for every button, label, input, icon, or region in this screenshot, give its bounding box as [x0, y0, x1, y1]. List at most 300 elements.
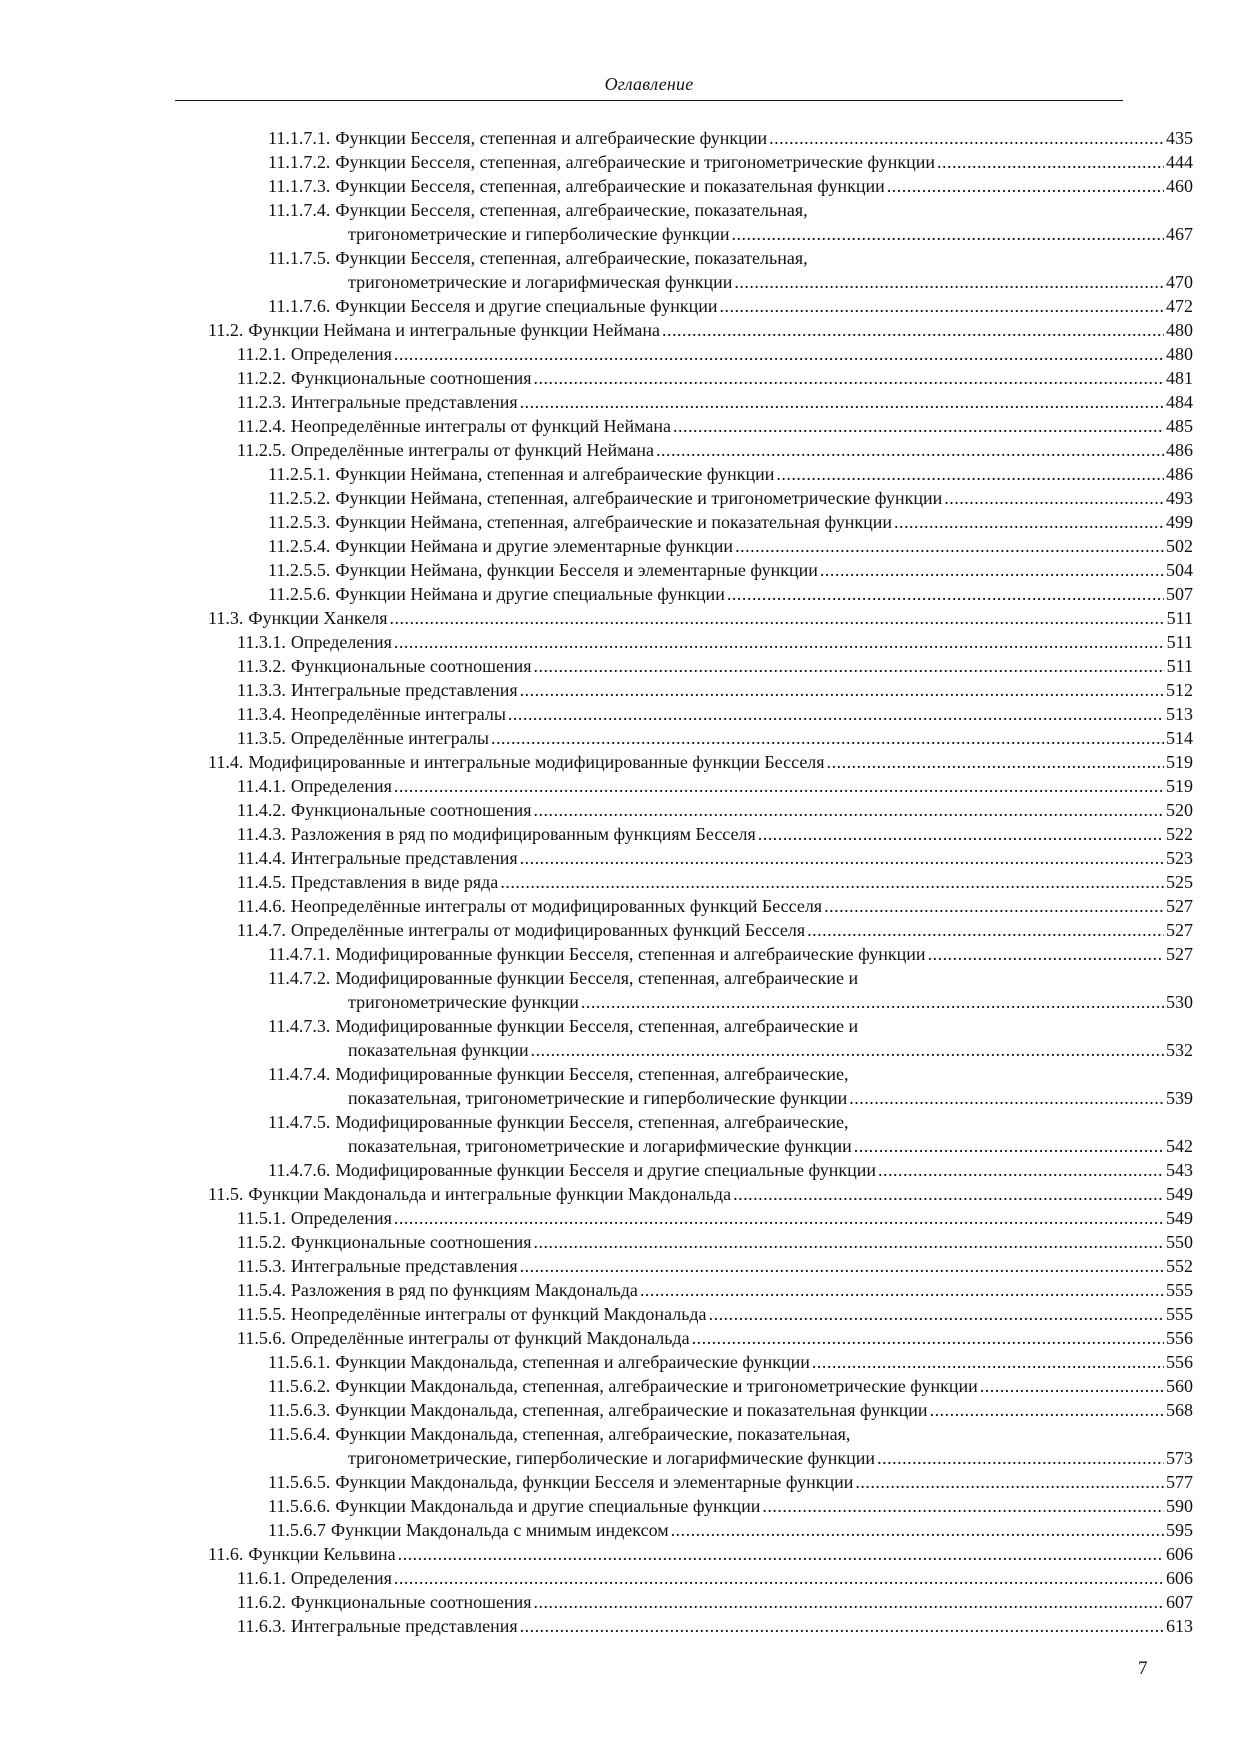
toc-entry-title: Функции Бесселя, степенная, алгебраические, показательная, — [335, 248, 808, 268]
toc-entry[interactable] — [208, 1542, 1193, 1566]
toc-entry-title: Интегральные представления — [290, 392, 518, 412]
toc-entry-line — [268, 1494, 1193, 1518]
toc-entry[interactable] — [268, 150, 1193, 174]
toc-entry[interactable] — [268, 198, 1193, 246]
toc-entry-line — [268, 510, 1193, 534]
toc-entry-number: 11.5.6. — [237, 1328, 286, 1348]
toc-entry-number: 11.4. — [208, 752, 244, 772]
toc-entry-page: 607 — [1166, 1592, 1193, 1612]
toc-entry-number: 11.4.5. — [237, 872, 286, 892]
toc-entry[interactable] — [237, 678, 1193, 702]
toc-entry-title: Функции Ханкеля — [248, 608, 388, 628]
toc-entry-line — [268, 1062, 1193, 1086]
toc-entry-number: 11.3.2. — [237, 656, 286, 676]
toc-entry-title: Функции Неймана, функции Бесселя и элементарные функции — [335, 560, 818, 580]
dot-leader — [930, 1398, 1164, 1422]
dot-leader — [980, 1374, 1164, 1398]
toc-entry-title: Функции Макдональда с мнимым индексом — [330, 1520, 669, 1540]
toc-entry-number: 11.4.1. — [237, 776, 286, 796]
toc-entry-title: Функции Неймана, степенная и алгебраические функции — [335, 464, 775, 484]
toc-entry-page: 472 — [1166, 296, 1193, 316]
toc-entry-title: Функции Неймана и другие специальные функции — [335, 584, 725, 604]
toc-entry-page: 527 — [1166, 920, 1193, 940]
toc-entry-number: 11.5.6.6. — [268, 1496, 331, 1516]
toc-entry-title: Функциональные соотношения — [290, 1592, 532, 1612]
toc-entry-line — [268, 486, 1193, 510]
dot-leader — [491, 726, 1164, 750]
dot-leader — [735, 534, 1164, 558]
toc-entry-continuation — [348, 1446, 1193, 1470]
toc-entry-line — [268, 1350, 1193, 1374]
toc-entry[interactable] — [268, 1014, 1193, 1062]
toc-entry-line — [268, 198, 1193, 222]
toc-entry-title: Определённые интегралы — [290, 728, 489, 748]
toc-entry-number: 11.4.7.4. — [268, 1064, 331, 1084]
toc-entry-line — [268, 1110, 1193, 1134]
toc-entry-continuation — [348, 1038, 1193, 1062]
toc-entry[interactable] — [208, 750, 1193, 774]
toc-entry-line — [268, 582, 1193, 606]
toc-entry[interactable] — [268, 174, 1193, 198]
toc-entry-line — [208, 1182, 1193, 1206]
dot-leader — [531, 1038, 1164, 1062]
toc-entry-page: 590 — [1166, 1496, 1193, 1516]
toc-entry-title: Модифицированные функции Бесселя, степенная, алгебраические и — [335, 968, 859, 988]
toc-entry[interactable] — [237, 1590, 1193, 1614]
toc-entry-line — [237, 702, 1193, 726]
toc-entry-title: Определения — [290, 776, 392, 796]
toc-entry[interactable] — [237, 414, 1193, 438]
toc-entry-line — [237, 774, 1193, 798]
toc-entry-title: Модифицированные функции Бесселя, степенная и алгебраические функции — [335, 944, 926, 964]
toc-entry-page: 484 — [1166, 392, 1193, 412]
toc-entry[interactable] — [237, 1566, 1193, 1590]
toc-entry-line — [268, 558, 1193, 582]
toc-entry-title-continued: тригонометрические функции — [348, 992, 579, 1012]
dot-leader — [937, 150, 1164, 174]
toc-entry-number: 11.4.7.5. — [268, 1112, 331, 1132]
dot-leader — [709, 1302, 1164, 1326]
toc-entry-line — [268, 246, 1193, 270]
toc-entry-page: 444 — [1166, 152, 1193, 172]
toc-entry-page: 549 — [1166, 1184, 1193, 1204]
toc-entry[interactable] — [237, 654, 1193, 678]
toc-entry[interactable] — [268, 486, 1193, 510]
toc-entry-number: 11.5. — [208, 1184, 244, 1204]
toc-entry-title: Разложения в ряд по модифицированным функциям Бесселя — [290, 824, 756, 844]
toc-entry[interactable] — [208, 606, 1193, 630]
toc-entry-line — [268, 462, 1193, 486]
toc-entry-title: Модифицированные функции Бесселя, степенная, алгебраические, — [335, 1064, 849, 1084]
toc-entry-number: 11.4.7.6. — [268, 1160, 331, 1180]
toc-entry-line — [237, 390, 1193, 414]
dot-leader — [887, 174, 1164, 198]
toc-entry[interactable] — [268, 966, 1193, 1014]
toc-entry-title: Определения — [290, 344, 392, 364]
toc-entry-page: 560 — [1166, 1376, 1193, 1396]
toc-entry[interactable] — [237, 342, 1193, 366]
dot-leader — [398, 1542, 1164, 1566]
toc-entry[interactable] — [268, 1350, 1193, 1374]
toc-entry-page: 555 — [1166, 1304, 1193, 1324]
toc-entry-title-continued: показательная функции — [348, 1040, 529, 1060]
toc-entry-title: Неопределённые интегралы от функций Макдональда — [290, 1304, 707, 1324]
toc-entry[interactable] — [268, 1470, 1193, 1494]
dot-leader — [776, 462, 1164, 486]
dot-leader — [758, 822, 1164, 846]
toc-entry[interactable] — [237, 1254, 1193, 1278]
toc-entry-page: 513 — [1166, 704, 1193, 724]
toc-entry-line — [237, 678, 1193, 702]
toc-entry-page: 511 — [1166, 632, 1193, 652]
toc-entry[interactable] — [268, 510, 1193, 534]
dot-leader — [720, 294, 1164, 318]
toc-entry-number: 11.5.1. — [237, 1208, 286, 1228]
toc-entry-number: 11.1.7.4. — [268, 200, 331, 220]
dot-leader — [520, 1614, 1164, 1638]
dot-leader — [812, 1350, 1164, 1374]
dot-leader — [824, 894, 1164, 918]
toc-entry-line — [268, 1374, 1193, 1398]
dot-leader — [656, 438, 1164, 462]
toc-entry-title-continued: тригонометрические и гиперболические функции — [348, 224, 730, 244]
page-number: 7 — [1138, 1658, 1148, 1679]
toc-entry[interactable] — [237, 870, 1193, 894]
dot-leader — [854, 1134, 1164, 1158]
toc-entry-line — [237, 870, 1193, 894]
toc-entry[interactable] — [237, 1326, 1193, 1350]
toc-entry-title: Функции Бесселя, степенная, алгебраические, показательная, — [335, 200, 808, 220]
toc-entry-line — [237, 894, 1193, 918]
toc-entry-page: 493 — [1166, 488, 1193, 508]
toc-entry[interactable] — [208, 318, 1193, 342]
dot-leader — [894, 510, 1164, 534]
toc-entry[interactable] — [237, 846, 1193, 870]
toc-entry[interactable] — [268, 582, 1193, 606]
toc-entry-line — [237, 726, 1193, 750]
toc-entry-number: 11.6. — [208, 1544, 244, 1564]
toc-entry-line — [268, 294, 1193, 318]
toc-entry[interactable] — [237, 774, 1193, 798]
toc-entry-title: Определённые интегралы от функций Неймана — [290, 440, 655, 460]
toc-entry-page: 556 — [1166, 1328, 1193, 1348]
toc-entry[interactable] — [268, 1158, 1193, 1182]
toc-entry-title: Разложения в ряд по функциям Макдональда — [290, 1280, 638, 1300]
toc-entry-title: Неопределённые интегралы от модифицированных функций Бесселя — [290, 896, 823, 916]
dot-leader — [508, 702, 1164, 726]
toc-entry-page: 543 — [1166, 1160, 1193, 1180]
toc-entry-number: 11.1.7.3. — [268, 176, 331, 196]
toc-entry[interactable] — [237, 726, 1193, 750]
toc-entry-line — [237, 1230, 1193, 1254]
toc-entry-page: 550 — [1166, 1232, 1193, 1252]
toc-entry[interactable] — [208, 1182, 1193, 1206]
toc-entry-title: Определения — [290, 1208, 392, 1228]
toc-entry-title: Функции Неймана и другие элементарные функции — [335, 536, 734, 556]
toc-entry-line — [237, 414, 1193, 438]
toc-entry-title: Интегральные представления — [290, 1256, 518, 1276]
toc-entry[interactable] — [268, 1062, 1193, 1110]
toc-entry[interactable] — [237, 366, 1193, 390]
toc-entry-line — [237, 918, 1193, 942]
toc-entry[interactable] — [268, 126, 1193, 150]
toc-entry-title: Функции Неймана, степенная, алгебраические и показательная функции — [335, 512, 893, 532]
toc-entry-line — [237, 798, 1193, 822]
toc-entry-number: 11.2.5.6. — [268, 584, 331, 604]
toc-entry-title: Представления в виде ряда — [290, 872, 499, 892]
toc-entry-number: 11.5.6.1. — [268, 1352, 331, 1372]
toc-entry-number: 11.5.6.4. — [268, 1424, 331, 1444]
toc-entry-number: 11.5.6.2. — [268, 1376, 331, 1396]
toc-entry-number: 11.5.2. — [237, 1232, 286, 1252]
toc-entry-page: 519 — [1166, 776, 1193, 796]
toc-entry-number: 11.5.5. — [237, 1304, 286, 1324]
toc-entry-page: 499 — [1166, 512, 1193, 532]
toc-entry-title: Модифицированные функции Бесселя, степенная, алгебраические и — [335, 1016, 859, 1036]
toc-entry-page: 530 — [1166, 992, 1193, 1012]
dot-leader — [500, 870, 1164, 894]
toc-entry-title: Функции Макдональда, степенная, алгебраические и показательная функции — [335, 1400, 928, 1420]
dot-leader — [732, 222, 1164, 246]
toc-entry-page: 511 — [1166, 656, 1193, 676]
toc-entry-number: 11.3. — [208, 608, 244, 628]
toc-entry-line — [268, 942, 1193, 966]
toc-entry-title: Интегральные представления — [290, 848, 518, 868]
toc-entry-title: Определённые интегралы от модифицированных функций Бесселя — [290, 920, 806, 940]
toc-entry[interactable] — [268, 246, 1193, 294]
toc-entry-title: Неопределённые интегралы от функций Неймана — [290, 416, 672, 436]
dot-leader — [534, 654, 1165, 678]
toc-entry-number: 11.3.1. — [237, 632, 286, 652]
toc-entry-number: 11.4.7.2. — [268, 968, 331, 988]
toc-entry-number: 11.4.7. — [237, 920, 286, 940]
toc-entry-number: 11.2.4. — [237, 416, 286, 436]
toc-entry[interactable] — [237, 822, 1193, 846]
dot-leader — [855, 1470, 1164, 1494]
toc-entry-number: 11.2.5.5. — [268, 560, 331, 580]
toc-entry-line — [208, 318, 1193, 342]
toc-entry-page: 556 — [1166, 1352, 1193, 1372]
toc-entry-number: 11.4.7.3. — [268, 1016, 331, 1036]
toc-entry[interactable] — [237, 630, 1193, 654]
dot-leader — [520, 390, 1164, 414]
toc-entry-title: Функции Макдональда и интегральные функции Макдональда — [248, 1184, 732, 1204]
toc-entry[interactable] — [237, 894, 1193, 918]
toc-entry-page: 480 — [1166, 320, 1193, 340]
toc-entry-page: 595 — [1166, 1520, 1193, 1540]
toc-entry-line — [237, 438, 1193, 462]
toc-entry-title-continued: показательная, тригонометрические и гиперболические функции — [348, 1088, 848, 1108]
dot-leader — [394, 1566, 1164, 1590]
dot-leader — [928, 942, 1164, 966]
toc-entry-page: 539 — [1166, 1088, 1193, 1108]
toc-entry-page: 514 — [1166, 728, 1193, 748]
toc-entry-title: Функции Бесселя и другие специальные функции — [335, 296, 718, 316]
toc-entry-title-continued: тригонометрические, гиперболические и логарифмические функции — [348, 1448, 876, 1468]
toc-entry-page: 460 — [1166, 176, 1193, 196]
toc-entry-page: 542 — [1166, 1136, 1193, 1156]
toc-entry-title: Определения — [290, 1568, 392, 1588]
toc-entry[interactable] — [268, 558, 1193, 582]
dot-leader — [734, 270, 1164, 294]
toc-entry-line — [237, 822, 1193, 846]
dot-leader — [520, 1254, 1164, 1278]
toc-entry-line — [237, 1302, 1193, 1326]
toc-entry[interactable] — [268, 1110, 1193, 1158]
toc-entry-page: 522 — [1166, 824, 1193, 844]
dot-leader — [877, 1446, 1164, 1470]
toc-entry-number: 11.1.7.1. — [268, 128, 331, 148]
toc-entry[interactable] — [237, 1230, 1193, 1254]
dot-leader — [762, 1494, 1164, 1518]
dot-leader — [692, 1326, 1164, 1350]
toc-entry-number: 11.2.5.3. — [268, 512, 331, 532]
toc-entry-page: 467 — [1166, 224, 1193, 244]
toc-entry[interactable] — [237, 798, 1193, 822]
dot-leader — [827, 750, 1164, 774]
running-head-title: Оглавление — [604, 74, 694, 94]
toc-entry[interactable] — [237, 390, 1193, 414]
toc-entry-title: Функции Макдональда, функции Бесселя и элементарные функции — [335, 1472, 854, 1492]
toc-entry-line — [237, 1566, 1193, 1590]
header-rule — [175, 100, 1123, 101]
toc-entry-line — [237, 1254, 1193, 1278]
dot-leader — [390, 606, 1165, 630]
toc-entry[interactable] — [268, 942, 1193, 966]
toc-entry-page: 512 — [1166, 680, 1193, 700]
toc-entry-number: 11.5.6.7 — [268, 1520, 326, 1540]
toc-entry[interactable] — [268, 462, 1193, 486]
toc-entry-page: 523 — [1166, 848, 1193, 868]
toc-entry-page: 613 — [1166, 1616, 1193, 1636]
toc-entry-page: 485 — [1166, 416, 1193, 436]
toc-entry[interactable] — [237, 1278, 1193, 1302]
dot-leader — [394, 630, 1165, 654]
toc-entry-title: Функциональные соотношения — [290, 656, 532, 676]
toc-entry-title: Функциональные соотношения — [290, 800, 532, 820]
toc-entry-title: Функции Неймана и интегральные функции Неймана — [248, 320, 661, 340]
toc-entry-line — [237, 654, 1193, 678]
toc-entry[interactable] — [268, 1398, 1193, 1422]
toc-entry-title: Модифицированные функции Бесселя, степенная, алгебраические, — [335, 1112, 849, 1132]
dot-leader — [944, 486, 1164, 510]
toc-entry[interactable] — [237, 1614, 1193, 1638]
toc-entry-line — [268, 126, 1193, 150]
toc-entry-continuation — [348, 270, 1193, 294]
toc-entry-number: 11.6.3. — [237, 1616, 286, 1636]
toc-entry-title: Модифицированные и интегральные модифицированные функции Бесселя — [248, 752, 825, 772]
toc-entry-page: 504 — [1166, 560, 1193, 580]
toc-entry-page: 552 — [1166, 1256, 1193, 1276]
dot-leader — [394, 774, 1164, 798]
toc-entry-line — [208, 606, 1193, 630]
dot-leader — [520, 678, 1164, 702]
toc-entry-page: 577 — [1166, 1472, 1193, 1492]
toc-entry-page: 527 — [1166, 896, 1193, 916]
toc-entry-line — [237, 1206, 1193, 1230]
toc-entry-number: 11.4.6. — [237, 896, 286, 916]
toc-entry-line — [237, 342, 1193, 366]
dot-leader — [394, 342, 1164, 366]
toc-entry-continuation — [348, 1086, 1193, 1110]
toc-entry-number: 11.3.4. — [237, 704, 286, 724]
toc-entry-title: Определения — [290, 632, 392, 652]
toc-entry[interactable] — [268, 534, 1193, 558]
toc-entry-page: 486 — [1166, 440, 1193, 460]
toc-entry-number: 11.5.6.3. — [268, 1400, 331, 1420]
toc-entry[interactable] — [268, 1422, 1193, 1470]
toc-entry-number: 11.3.3. — [237, 680, 286, 700]
toc-entry-page: 606 — [1166, 1568, 1193, 1588]
toc-entry[interactable] — [268, 1518, 1193, 1542]
dot-leader — [581, 990, 1164, 1014]
toc-entry-page: 481 — [1166, 368, 1193, 388]
toc-entry[interactable] — [268, 1374, 1193, 1398]
toc-entry-line — [237, 1590, 1193, 1614]
toc-entry-number: 11.6.1. — [237, 1568, 286, 1588]
toc-entry-page: 486 — [1166, 464, 1193, 484]
dot-leader — [878, 1158, 1164, 1182]
toc-entry-title: Определённые интегралы от функций Макдональда — [290, 1328, 690, 1348]
toc-entry-number: 11.2.5. — [237, 440, 286, 460]
dot-leader — [640, 1278, 1164, 1302]
dot-leader — [534, 366, 1164, 390]
toc-entry-number: 11.5.6.5. — [268, 1472, 331, 1492]
toc-entry-title: Функции Макдональда, степенная и алгебраические функции — [335, 1352, 810, 1372]
toc-entry-title: Функциональные соотношения — [290, 1232, 532, 1252]
toc-entry-title: Неопределённые интегралы — [290, 704, 506, 724]
toc-entry-page: 527 — [1166, 944, 1193, 964]
dot-leader — [849, 1086, 1164, 1110]
toc-entry-line — [208, 750, 1193, 774]
toc-entry-line — [237, 846, 1193, 870]
toc-entry-title-continued: тригонометрические и логарифмическая функции — [348, 272, 733, 292]
toc-entry[interactable] — [237, 702, 1193, 726]
toc-entry-title: Интегральные представления — [290, 680, 518, 700]
toc-entry[interactable] — [268, 1494, 1193, 1518]
toc-entry-title: Функции Макдональда и другие специальные функции — [335, 1496, 761, 1516]
toc-entry[interactable] — [237, 1206, 1193, 1230]
dot-leader — [769, 126, 1164, 150]
toc-entry-number: 11.4.3. — [237, 824, 286, 844]
toc-entry[interactable] — [237, 1302, 1193, 1326]
toc-entry-line — [268, 966, 1193, 990]
toc-entry-line — [268, 150, 1193, 174]
toc-entry-page: 568 — [1166, 1400, 1193, 1420]
toc-entry-continuation — [348, 990, 1193, 1014]
toc-entry-number: 11.3.5. — [237, 728, 286, 748]
toc-entry-title: Функции Неймана, степенная, алгебраические и тригонометрические функции — [335, 488, 943, 508]
toc-entry-page: 502 — [1166, 536, 1193, 556]
toc-entry-line — [208, 1542, 1193, 1566]
toc-entry-page: 555 — [1166, 1280, 1193, 1300]
toc-entry-line — [268, 534, 1193, 558]
toc-entry-number: 11.2.5.2. — [268, 488, 331, 508]
toc-entry-title: Функции Бесселя, степенная, алгебраические и тригонометрические функции — [335, 152, 935, 172]
dot-leader — [671, 1518, 1164, 1542]
toc-entry-page: 507 — [1166, 584, 1193, 604]
toc-entry[interactable] — [268, 294, 1193, 318]
toc-entry[interactable] — [237, 438, 1193, 462]
toc-entry-page: 606 — [1166, 1544, 1193, 1564]
toc-entry-number: 11.4.2. — [237, 800, 286, 820]
toc-entry-number: 11.1.7.6. — [268, 296, 331, 316]
toc-entry-number: 11.2.3. — [237, 392, 286, 412]
toc-entry-number: 11.2.5.1. — [268, 464, 331, 484]
dot-leader — [820, 558, 1164, 582]
toc-entry-number: 11.4.4. — [237, 848, 286, 868]
toc-entry[interactable] — [237, 918, 1193, 942]
